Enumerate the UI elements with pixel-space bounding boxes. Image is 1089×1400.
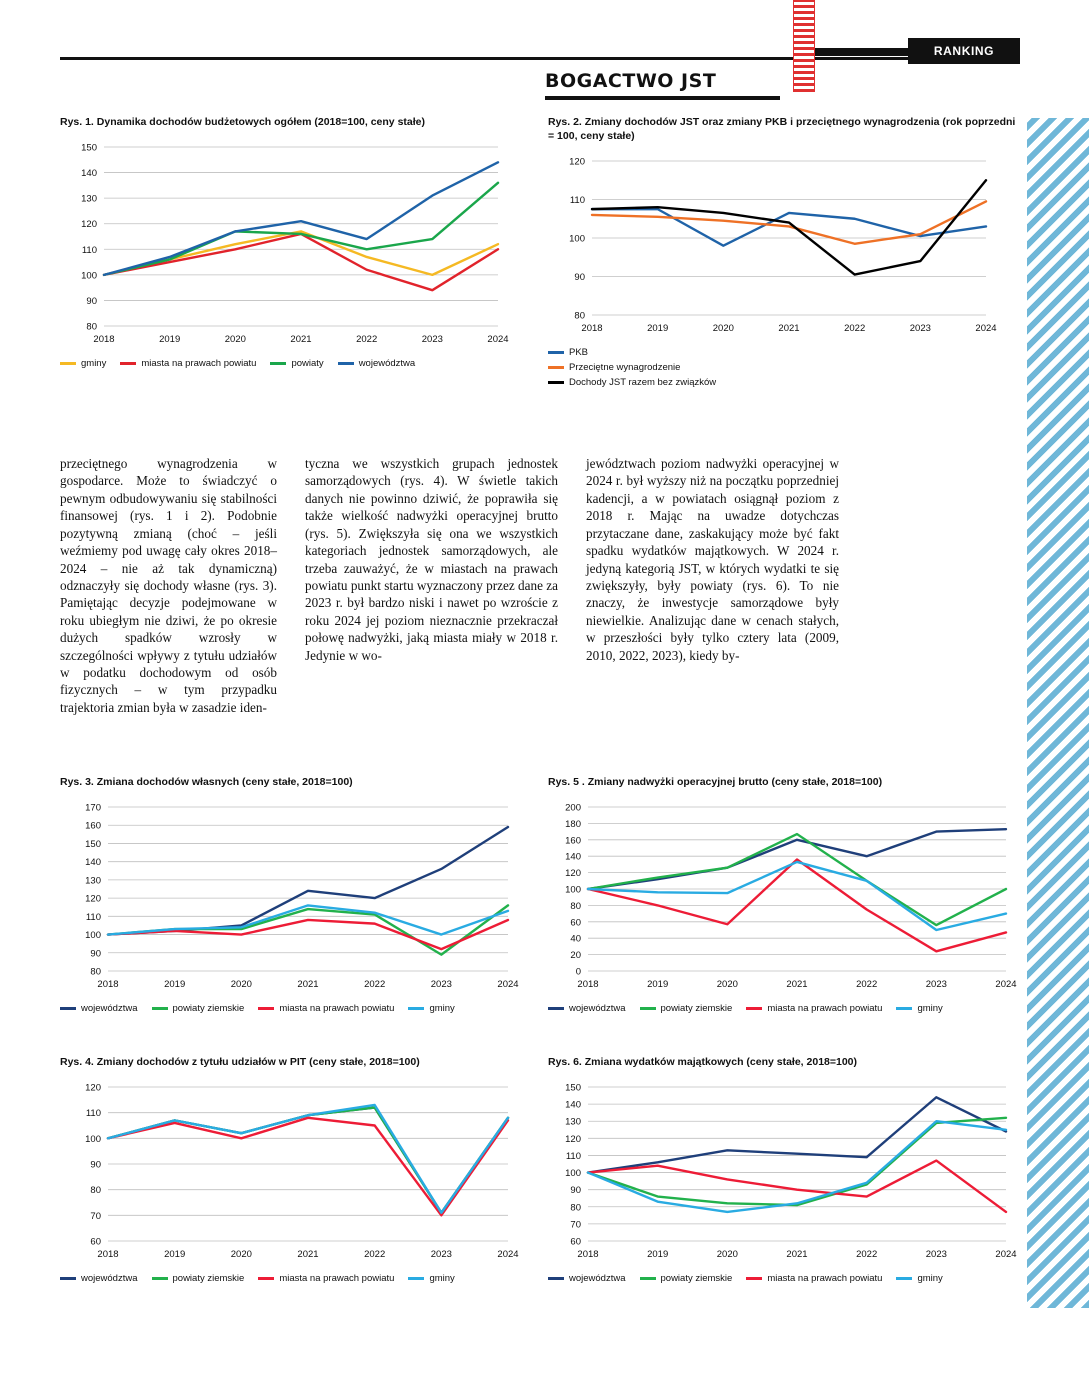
svg-text:130: 130 <box>565 1116 581 1128</box>
chart-plot <box>60 137 530 352</box>
svg-text:2019: 2019 <box>164 1249 186 1261</box>
legend-swatch <box>408 1007 424 1010</box>
legend-item <box>548 1273 626 1284</box>
svg-text:2022: 2022 <box>856 1249 878 1261</box>
legend-swatch <box>640 1007 656 1010</box>
legend-item <box>60 1003 138 1014</box>
legend-label: gminy <box>429 1273 455 1285</box>
chart-title: Rys. 5 . Zmiany nadwyżki operacyjnej brutto (ceny stałe, 2018=100) <box>548 776 883 788</box>
legend-label: województwa <box>81 1003 138 1015</box>
legend-label: miasta na prawach powiatu <box>279 1273 395 1285</box>
svg-text:70: 70 <box>570 1219 581 1231</box>
svg-text:2021: 2021 <box>290 334 312 346</box>
svg-text:2024: 2024 <box>975 323 997 335</box>
svg-text:80: 80 <box>90 1185 101 1197</box>
svg-text:2019: 2019 <box>647 323 669 335</box>
chart-rys3 <box>60 775 530 1014</box>
legend-swatch <box>258 1007 274 1010</box>
legend-item <box>408 1273 454 1284</box>
svg-text:100: 100 <box>565 1168 581 1180</box>
legend-label: Przeciętne wynagrodzenie <box>569 362 681 374</box>
chart-plot <box>60 797 530 997</box>
svg-text:2019: 2019 <box>647 979 669 991</box>
legend-label: PKB <box>569 347 589 359</box>
legend-swatch <box>60 1277 76 1280</box>
legend-item <box>548 347 1018 358</box>
legend-swatch <box>60 1007 76 1010</box>
legend-swatch <box>746 1277 762 1280</box>
chart-rys6 <box>548 1055 1028 1284</box>
legend-item <box>746 1003 882 1014</box>
svg-text:2022: 2022 <box>364 979 386 991</box>
legend-label: województwa <box>569 1273 626 1285</box>
legend-label: miasta na prawach powiatu <box>141 358 257 370</box>
svg-text:70: 70 <box>90 1211 101 1223</box>
svg-text:2018: 2018 <box>93 334 115 346</box>
legend-item <box>746 1273 882 1284</box>
svg-text:60: 60 <box>570 917 581 929</box>
legend-label: województwa <box>81 1273 138 1285</box>
plot-area <box>548 797 1018 997</box>
chart-title: Rys. 6. Zmiana wydatków majątkowych (ceny stałe, 2018=100) <box>548 1056 858 1068</box>
legend-item <box>640 1003 733 1014</box>
chart-title: Rys. 2. Zmiany dochodów JST oraz zmiany PKB i przeciętnego wynagrodzenia (rok poprzedni = 100, ceny stałe) <box>548 116 1016 143</box>
legend-swatch <box>548 381 564 384</box>
legend-swatch <box>258 1277 274 1280</box>
legend-swatch <box>896 1007 912 1010</box>
legend-label: powiaty ziemskie <box>172 1273 245 1285</box>
svg-text:2024: 2024 <box>995 1249 1017 1261</box>
chart-rys2 <box>548 115 1018 392</box>
legend-item <box>152 1273 245 1284</box>
svg-text:90: 90 <box>570 1185 581 1197</box>
legend-label: województwa <box>569 1003 626 1015</box>
legend-item <box>60 358 106 369</box>
svg-text:2024: 2024 <box>995 979 1017 991</box>
legend-swatch <box>270 362 286 365</box>
svg-text:110: 110 <box>565 1151 581 1163</box>
legend-label: miasta na prawach powiatu <box>279 1003 395 1015</box>
legend-swatch <box>640 1277 656 1280</box>
svg-text:200: 200 <box>565 802 581 814</box>
chart-legend <box>60 1273 530 1284</box>
svg-text:2023: 2023 <box>909 323 931 335</box>
legend-label: powiaty ziemskie <box>660 1273 733 1285</box>
svg-text:2021: 2021 <box>297 1249 319 1261</box>
svg-text:2020: 2020 <box>230 979 252 991</box>
svg-text:100: 100 <box>565 884 581 896</box>
chart-plot <box>60 1077 530 1267</box>
svg-text:100: 100 <box>85 1134 101 1146</box>
legend-label: gminy <box>917 1273 943 1285</box>
legend-label: gminy <box>917 1003 943 1015</box>
svg-text:90: 90 <box>574 272 585 284</box>
svg-text:80: 80 <box>574 310 585 322</box>
svg-text:2023: 2023 <box>925 979 947 991</box>
header-black-bar <box>815 48 910 56</box>
svg-text:2019: 2019 <box>159 334 181 346</box>
legend-item <box>896 1003 942 1014</box>
svg-text:110: 110 <box>85 1108 101 1120</box>
svg-text:2021: 2021 <box>778 323 800 335</box>
svg-text:2020: 2020 <box>716 979 738 991</box>
body-column-1: przeciętnego wynagrodzenia w gospodarce. Może to świadczyć o pewnym odbudowywaniu się stabilności finansowej (rys. 1 i 2). Podobnie pozytywną zmianą (choć – jeśli weźmiemy pod uwagę cały okres 2018–2024 – nie aż tak dynamiczną) odznaczyły się dochody własne (rys. 3). Pamiętając decyzje podejmowane w roku ubiegłym nie dziwi, że po okresie dużych spadków wzrosły w szczególności wpływy z tytułu udziałów w podatku dochodowym od osób fizycznych – w tym przypadku trajektoria zmian była w zasadzie iden- <box>60 456 277 715</box>
chart-plot <box>548 151 1018 341</box>
svg-text:20: 20 <box>570 950 581 962</box>
chart-legend <box>60 358 530 369</box>
svg-text:150: 150 <box>81 142 97 154</box>
svg-text:2018: 2018 <box>577 979 599 991</box>
svg-text:80: 80 <box>570 1202 581 1214</box>
svg-text:2023: 2023 <box>430 1249 452 1261</box>
svg-text:2023: 2023 <box>421 334 443 346</box>
svg-text:2020: 2020 <box>230 1249 252 1261</box>
svg-text:2020: 2020 <box>224 334 246 346</box>
header-rule <box>60 57 1020 60</box>
svg-text:110: 110 <box>81 244 97 256</box>
legend-swatch <box>338 362 354 365</box>
svg-text:90: 90 <box>90 948 101 960</box>
legend-swatch <box>548 366 564 369</box>
legend-item <box>640 1273 733 1284</box>
legend-swatch <box>408 1277 424 1280</box>
legend-swatch <box>548 351 564 354</box>
plot-area <box>60 137 510 352</box>
chart-title: Rys. 1. Dynamika dochodów budżetowych ogółem (2018=100, ceny stałe) <box>60 116 425 128</box>
ranking-badge <box>908 38 1020 64</box>
legend-item <box>548 377 1018 388</box>
svg-text:100: 100 <box>81 270 97 282</box>
plot-area <box>548 151 998 341</box>
svg-text:2019: 2019 <box>164 979 186 991</box>
svg-text:120: 120 <box>81 219 97 231</box>
chart-rys5 <box>548 775 1028 1014</box>
svg-text:170: 170 <box>85 802 101 814</box>
svg-text:120: 120 <box>565 1134 581 1146</box>
svg-text:80: 80 <box>570 901 581 913</box>
legend-label: powiaty <box>291 358 324 370</box>
legend-item <box>408 1003 454 1014</box>
svg-text:2020: 2020 <box>716 1249 738 1261</box>
svg-text:100: 100 <box>569 233 585 245</box>
svg-text:2022: 2022 <box>856 979 878 991</box>
chart-plot <box>548 1077 1028 1267</box>
svg-text:140: 140 <box>565 1099 581 1111</box>
plot-area <box>60 1077 520 1267</box>
legend-item <box>258 1003 394 1014</box>
svg-text:2018: 2018 <box>581 323 603 335</box>
legend-swatch <box>896 1277 912 1280</box>
svg-text:2024: 2024 <box>497 1249 519 1261</box>
legend-swatch <box>60 362 76 365</box>
chart-title: Rys. 4. Zmiany dochodów z tytułu udziałów w PIT (ceny stałe, 2018=100) <box>60 1056 420 1068</box>
svg-text:60: 60 <box>90 1236 101 1248</box>
legend-item <box>152 1003 245 1014</box>
svg-text:120: 120 <box>85 893 101 905</box>
legend-item <box>258 1273 394 1284</box>
legend-item <box>338 358 416 369</box>
header-hatch-decor <box>793 0 815 92</box>
chart-legend <box>548 1003 1028 1014</box>
plot-area <box>548 1077 1018 1267</box>
svg-text:2022: 2022 <box>364 1249 386 1261</box>
svg-text:2018: 2018 <box>97 1249 119 1261</box>
legend-swatch <box>548 1007 564 1010</box>
svg-text:130: 130 <box>85 875 101 887</box>
legend-label: Dochody JST razem bez związków <box>569 377 717 389</box>
svg-text:40: 40 <box>570 933 581 945</box>
chart-plot <box>548 797 1028 997</box>
svg-text:110: 110 <box>85 912 101 924</box>
svg-text:2023: 2023 <box>430 979 452 991</box>
chart-legend <box>548 1273 1028 1284</box>
section-title-underline <box>545 96 780 100</box>
svg-text:80: 80 <box>86 321 97 333</box>
chart-legend <box>548 347 1018 388</box>
svg-text:0: 0 <box>575 966 581 978</box>
legend-swatch <box>548 1277 564 1280</box>
svg-text:160: 160 <box>85 820 101 832</box>
legend-label: województwa <box>358 358 416 370</box>
svg-text:120: 120 <box>569 156 585 168</box>
legend-item <box>548 362 1018 373</box>
legend-item <box>548 1003 626 1014</box>
svg-text:110: 110 <box>569 195 585 207</box>
chart-title: Rys. 3. Zmiana dochodów własnych (ceny stałe, 2018=100) <box>60 776 353 788</box>
legend-item <box>60 1273 138 1284</box>
svg-text:140: 140 <box>81 168 97 180</box>
body-column-3: jewództwach poziom nadwyżki operacyjnej w 2024 r. był wyższy niż na początku poprzedniej kadencji, a w powiatach osiągnął poziom z 2018 r. Mając na uwadze dotychczas przytaczane dane, zaskakujący może być fakt spadku wydatków majątkowych. W 2024 r. jedyną kategorią JST, w których wydatki te się zwiększyły, były powiaty (rys. 6). To nie znaczy, że inwestycje samorządowe były niewielkie. Analizując dane w cenach stałych, w przeszłości były tylko cztery lata (2009, 2010, 2022, 2023), kiedy by- <box>586 456 839 663</box>
legend-item <box>270 358 323 369</box>
svg-text:120: 120 <box>85 1082 101 1094</box>
legend-item <box>120 358 256 369</box>
svg-text:90: 90 <box>86 296 97 308</box>
legend-label: gminy <box>429 1003 455 1015</box>
svg-text:2022: 2022 <box>356 334 378 346</box>
legend-label: miasta na prawach powiatu <box>767 1003 883 1015</box>
svg-text:2024: 2024 <box>487 334 509 346</box>
svg-text:80: 80 <box>90 966 101 978</box>
chart-legend <box>60 1003 530 1014</box>
legend-swatch <box>120 362 136 365</box>
svg-text:180: 180 <box>565 819 581 831</box>
section-title <box>545 70 780 100</box>
svg-text:2021: 2021 <box>786 1249 808 1261</box>
svg-text:130: 130 <box>81 193 97 205</box>
svg-text:100: 100 <box>85 930 101 942</box>
plot-area <box>60 797 520 997</box>
svg-text:2022: 2022 <box>844 323 866 335</box>
legend-swatch <box>746 1007 762 1010</box>
decorative-stripe-band <box>1027 118 1089 1308</box>
svg-text:2018: 2018 <box>577 1249 599 1261</box>
legend-swatch <box>152 1277 168 1280</box>
legend-label: powiaty ziemskie <box>172 1003 245 1015</box>
legend-swatch <box>152 1007 168 1010</box>
svg-text:160: 160 <box>565 835 581 847</box>
legend-label: miasta na prawach powiatu <box>767 1273 883 1285</box>
svg-text:120: 120 <box>565 868 581 880</box>
body-column-2: tyczna we wszystkich grupach jednostek samorządowych (rys. 4). W świetle takich danych nie powinno dziwić, że poprawiła się także wielkość nadwyżki operacyjnej brutto (rys. 5). Zwiększyła się ona we wszystkich kategoriach jednostek samorządowych, ale trzeba zauważyć, że w miastach na prawach powiatu punkt startu wyznaczony przez dane za 2023 r. był bardzo niski i nawet po wzroście z roku 2024 jej poziom nieznacznie przekraczał połowę nadwyżki, jaką miasta miały w 2018 r. Jedynie w wo- <box>305 456 558 663</box>
svg-text:150: 150 <box>565 1082 581 1094</box>
chart-rys4 <box>60 1055 530 1284</box>
section-title-text: BOGACTWO JST <box>545 70 717 92</box>
legend-item <box>896 1273 942 1284</box>
article-body <box>60 455 1020 716</box>
svg-text:60: 60 <box>570 1236 581 1248</box>
svg-text:2021: 2021 <box>297 979 319 991</box>
svg-text:2020: 2020 <box>712 323 734 335</box>
svg-text:140: 140 <box>565 851 581 863</box>
svg-text:150: 150 <box>85 839 101 851</box>
svg-text:2021: 2021 <box>786 979 808 991</box>
svg-text:2019: 2019 <box>647 1249 669 1261</box>
ranking-label: RANKING <box>933 44 995 58</box>
legend-label: powiaty ziemskie <box>660 1003 733 1015</box>
svg-text:90: 90 <box>90 1159 101 1171</box>
legend-label: gminy <box>81 358 107 370</box>
svg-text:140: 140 <box>85 857 101 869</box>
svg-text:2024: 2024 <box>497 979 519 991</box>
chart-rys1 <box>60 115 530 369</box>
svg-text:2023: 2023 <box>925 1249 947 1261</box>
svg-text:2018: 2018 <box>97 979 119 991</box>
